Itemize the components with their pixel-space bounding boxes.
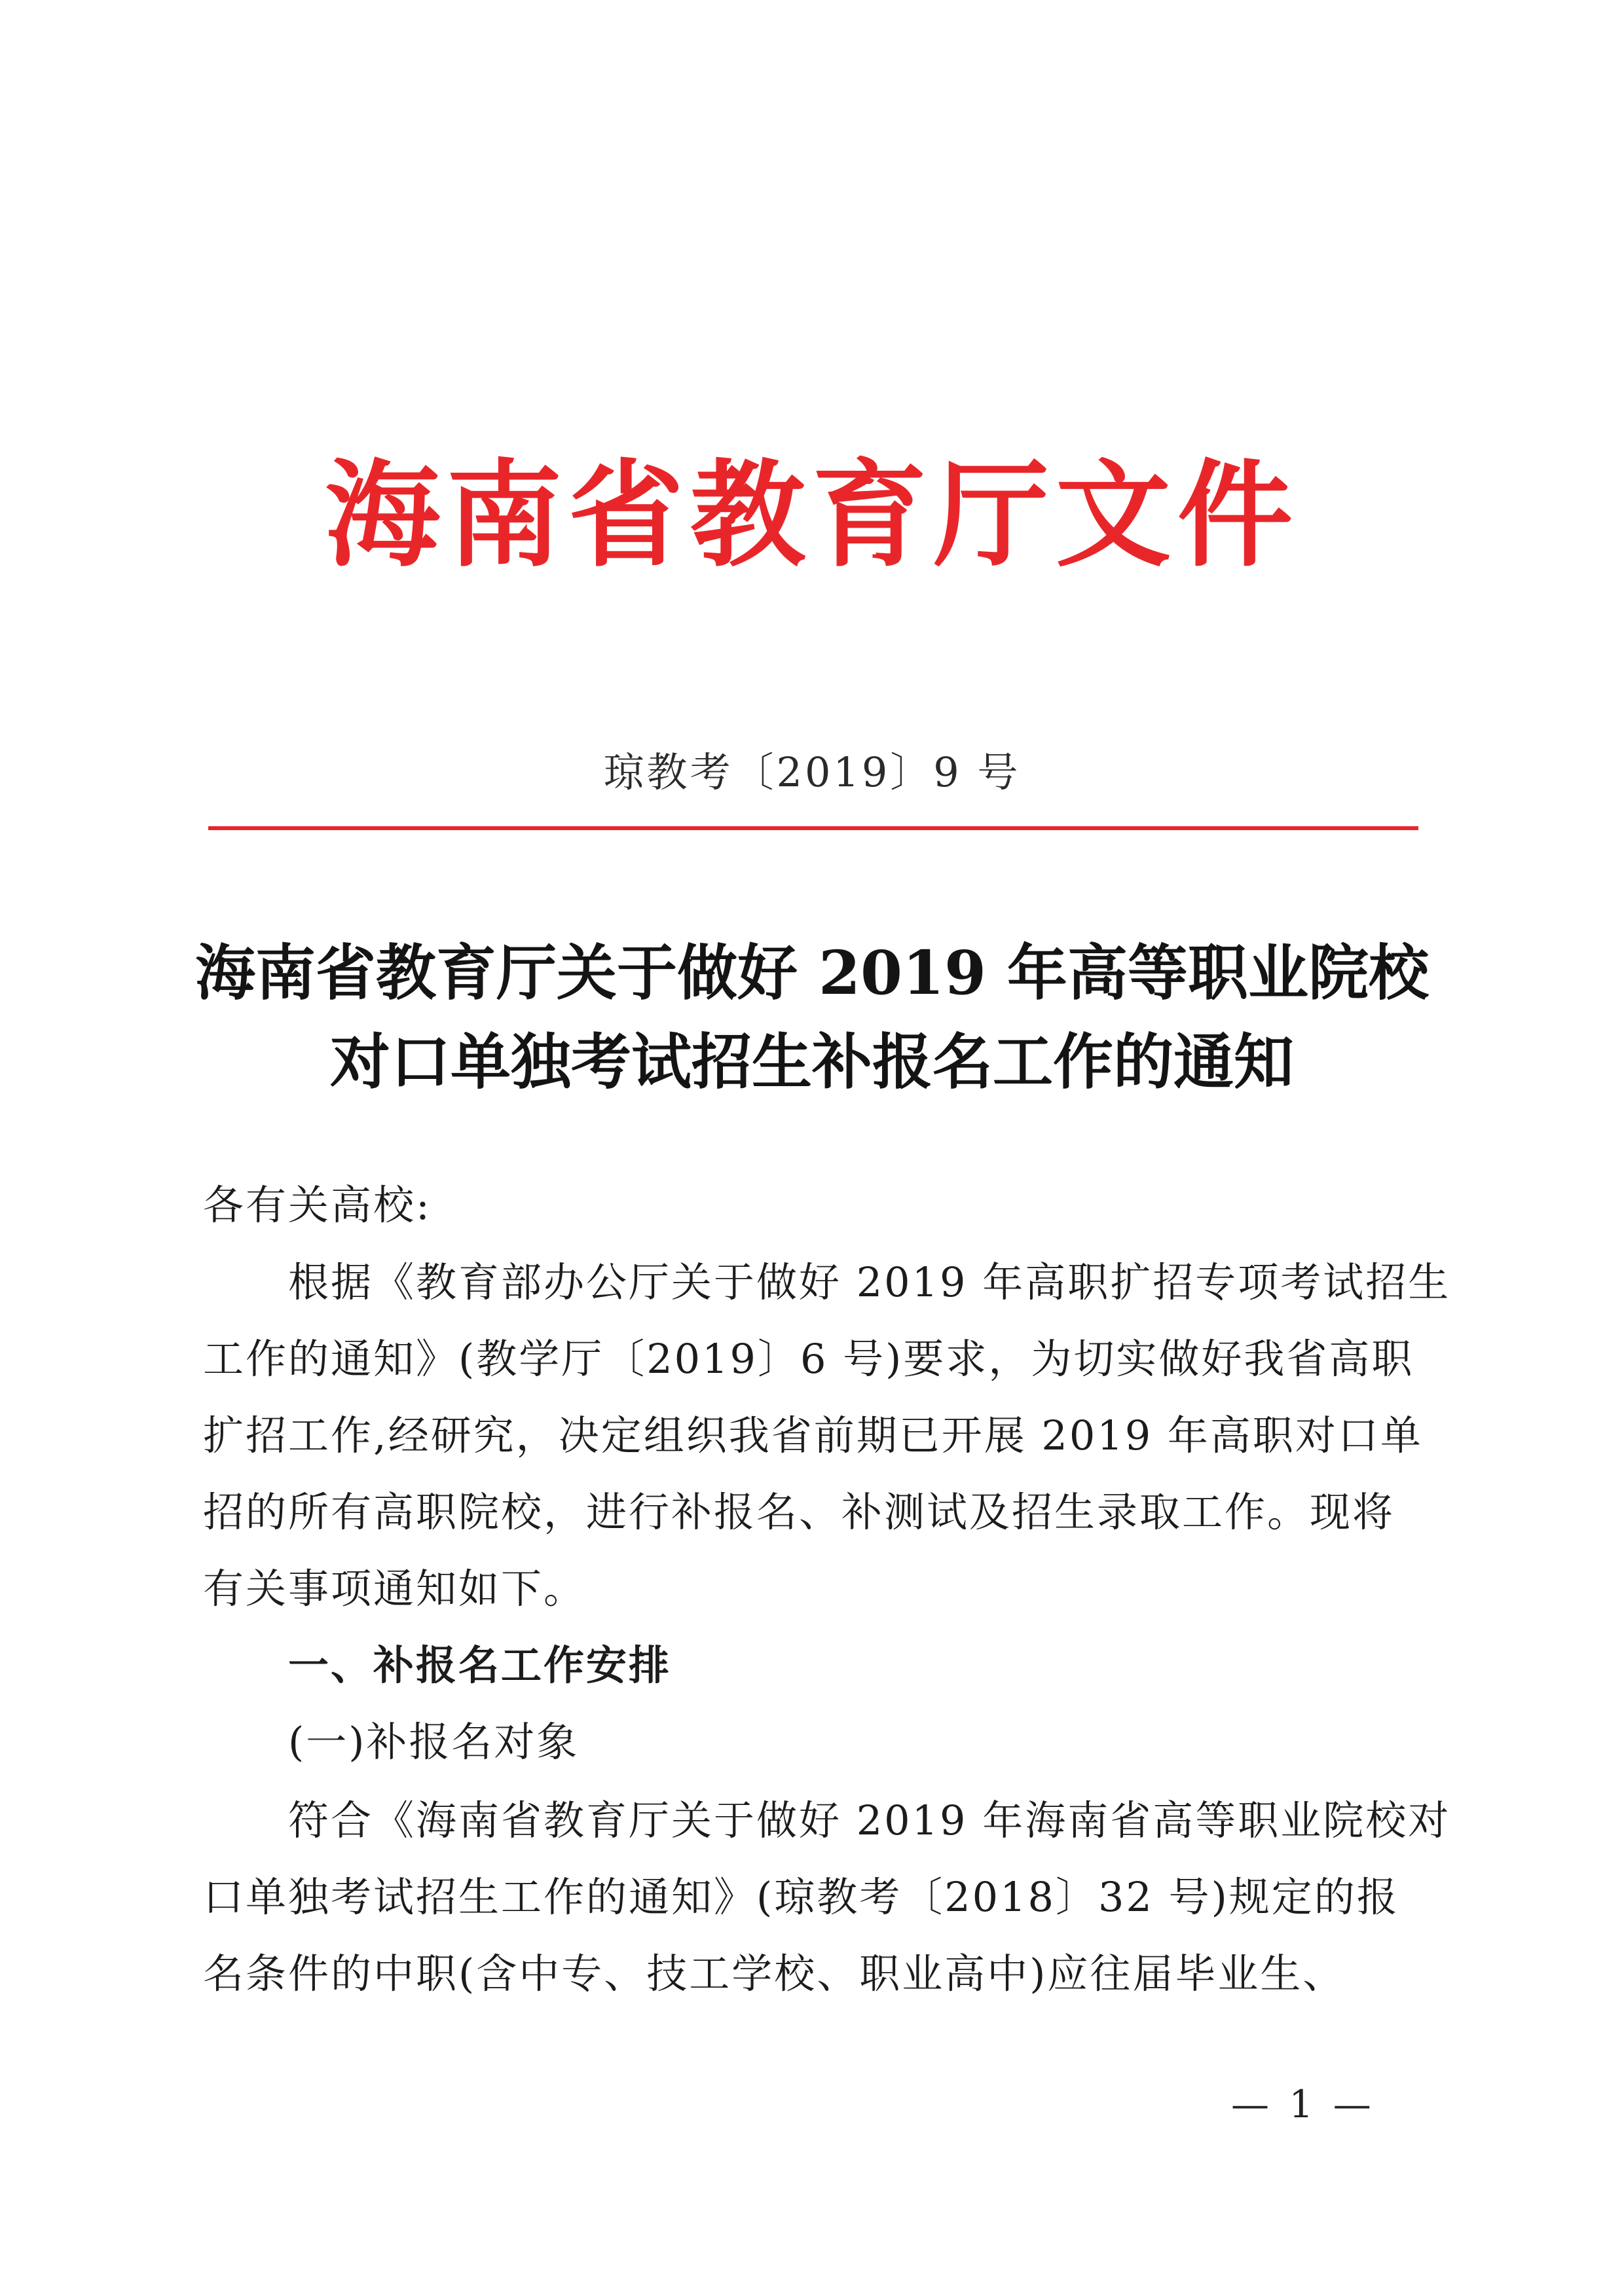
paragraph-1-line: 扩招工作,经研究，决定组织我省前期已开展 2019 年高职对口单 [203,1412,1423,1459]
notice-title-line-2: 对口单独考试招生补报名工作的通知 [329,1027,1294,1097]
subsection-1-heading: (一)补报名对象 [288,1718,580,1766]
paragraph-1-line: 工作的通知》(教学厅〔2019〕6 号)要求，为切实做好我省高职 [203,1335,1414,1383]
paragraph-1-line: 有关事项通知如下。 [203,1565,587,1613]
issuer-header-title: 海南省教育厅文件 [324,448,1299,583]
paragraph-1-line: 根据《教育部办公厅关于做好 2019 年高职扩招专项考试招生 [288,1258,1451,1306]
paragraph-1-line: 招的所有高职院校，进行补报名、补测试及招生录取工作。现将 [203,1488,1395,1536]
notice-title-line-1: 海南省教育厅关于做好 2019 年高等职业院校 [194,938,1430,1008]
page-number: — 1 — [1231,2082,1375,2126]
salutation: 各有关高校: [203,1181,432,1229]
paragraph-2-line: 口单独考试招生工作的通知》(琼教考〔2018〕32 号)规定的报 [203,1873,1399,1921]
header-divider-rule [208,826,1418,830]
paragraph-2-line: 名条件的中职(含中专、技工学校、职业高中)应往届毕业生、 [203,1950,1346,1997]
paragraph-2-line: 符合《海南省教育厅关于做好 2019 年海南省高等职业院校对 [288,1796,1451,1844]
document-number: 琼教考〔2019〕9 号 [603,748,1021,796]
section-1-heading: 一、补报名工作安排 [288,1641,672,1689]
